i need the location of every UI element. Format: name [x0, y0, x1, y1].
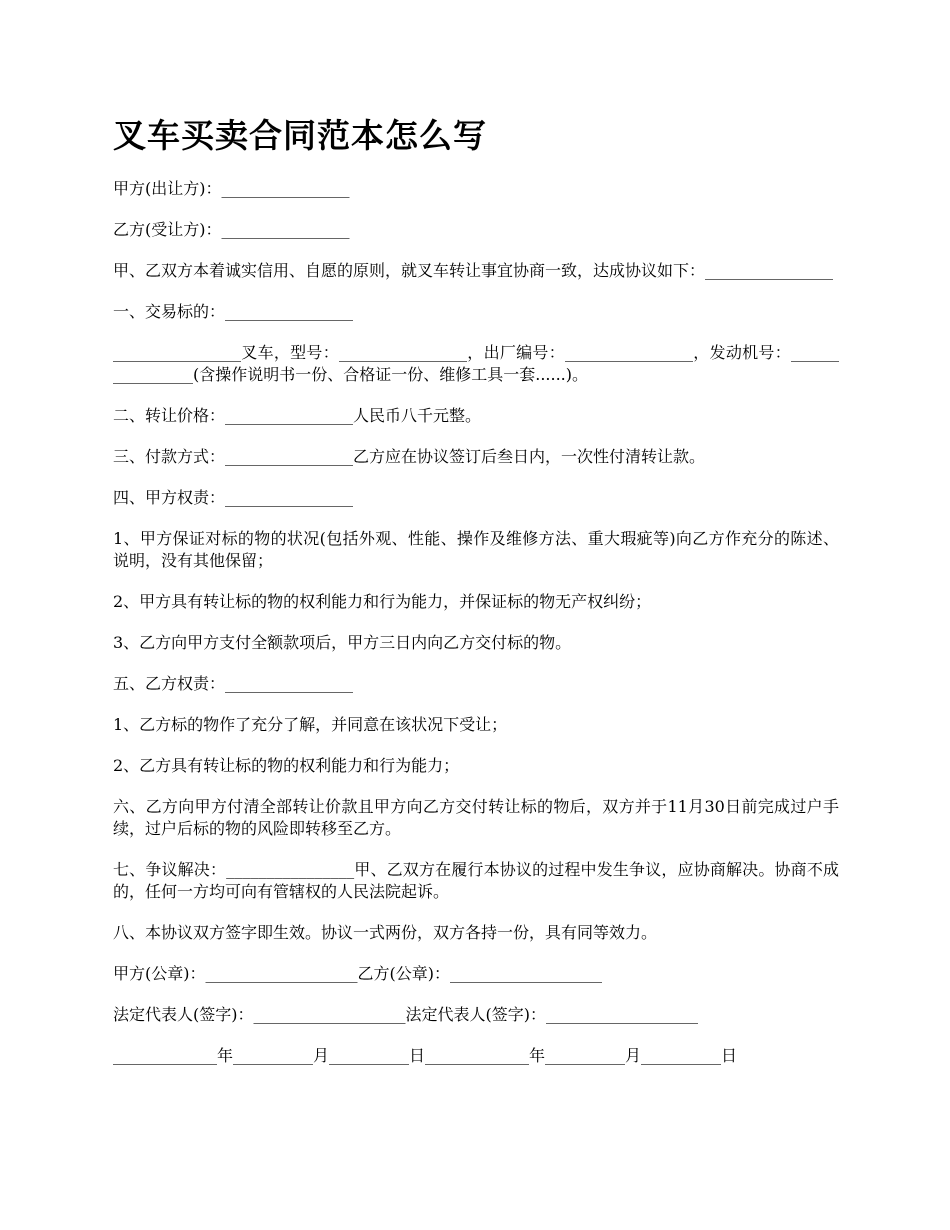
clause-1-heading: 一、交易标的：________________: [113, 302, 354, 321]
clause-5-item-2: 2、乙方具有转让标的物的权利能力和行为能力；: [113, 756, 460, 775]
seal-line: 甲方(公章)：___________________乙方(公章)：___________________: [113, 964, 602, 983]
document-title: 叉车买卖合同范本怎么写: [113, 116, 487, 155]
document-page: [113, 110, 839, 1086]
clause-2-price: 二、转让价格：________________人民币八千元整。: [113, 406, 482, 425]
clause-4-item-2: 2、甲方具有转让标的物的权利能力和行为能力，并保证标的物无产权纠纷；: [113, 592, 652, 611]
preamble-paragraph: 甲、乙双方本着诚实信用、自愿的原则，就叉车转让事宜协商一致，达成协议如下：________________: [113, 261, 834, 280]
signature-line: 法定代表人(签字)：___________________法定代表人(签字)：___________________: [113, 1005, 698, 1024]
clause-4-heading: 四、甲方权责：________________: [113, 488, 354, 507]
clause-1-detail: ________________叉车，型号：________________，出厂编号：________________，发动机号：________________(含操作说明书一份、合格证一份、维修工具一套......)。: [113, 343, 839, 384]
clause-5-item-1: 1、乙方标的物作了充分了解，并同意在该状况下受让；: [113, 715, 508, 734]
clause-7-dispute: 七、争议解决：________________甲、乙双方在履行本协议的过程中发生争议，应协商解决。协商不成的，任何一方均可向有管辖权的人民法院起诉。: [113, 860, 839, 901]
party-b-line: 乙方(受让方)：________________: [113, 220, 350, 239]
clause-4-item-3: 3、乙方向甲方支付全额款项后，甲方三日内向乙方交付标的物。: [113, 633, 572, 652]
clause-3-payment: 三、付款方式：________________乙方应在协议签订后叁日内，一次性付清转让款。: [113, 447, 706, 466]
clause-6-transfer: 六、乙方向甲方付清全部转让价款且甲方向乙方交付转让标的物后，双方并于11月30日前完成过户手续，过户后标的物的风险即转移至乙方。: [113, 797, 839, 838]
clause-5-heading: 五、乙方权责：________________: [113, 674, 354, 693]
clause-8-effect: 八、本协议双方签字即生效。协议一式两份，双方各持一份，具有同等效力。: [113, 923, 658, 942]
date-line: _____________年__________月__________日_____________年__________月__________日: [113, 1046, 738, 1065]
party-a-line: 甲方(出让方)：________________: [113, 179, 350, 198]
clause-4-item-1: 1、甲方保证对标的物的状况(包括外观、性能、操作及维修方法、重大瑕疵等)向乙方作充分的陈述、说明，没有其他保留；: [113, 529, 839, 570]
